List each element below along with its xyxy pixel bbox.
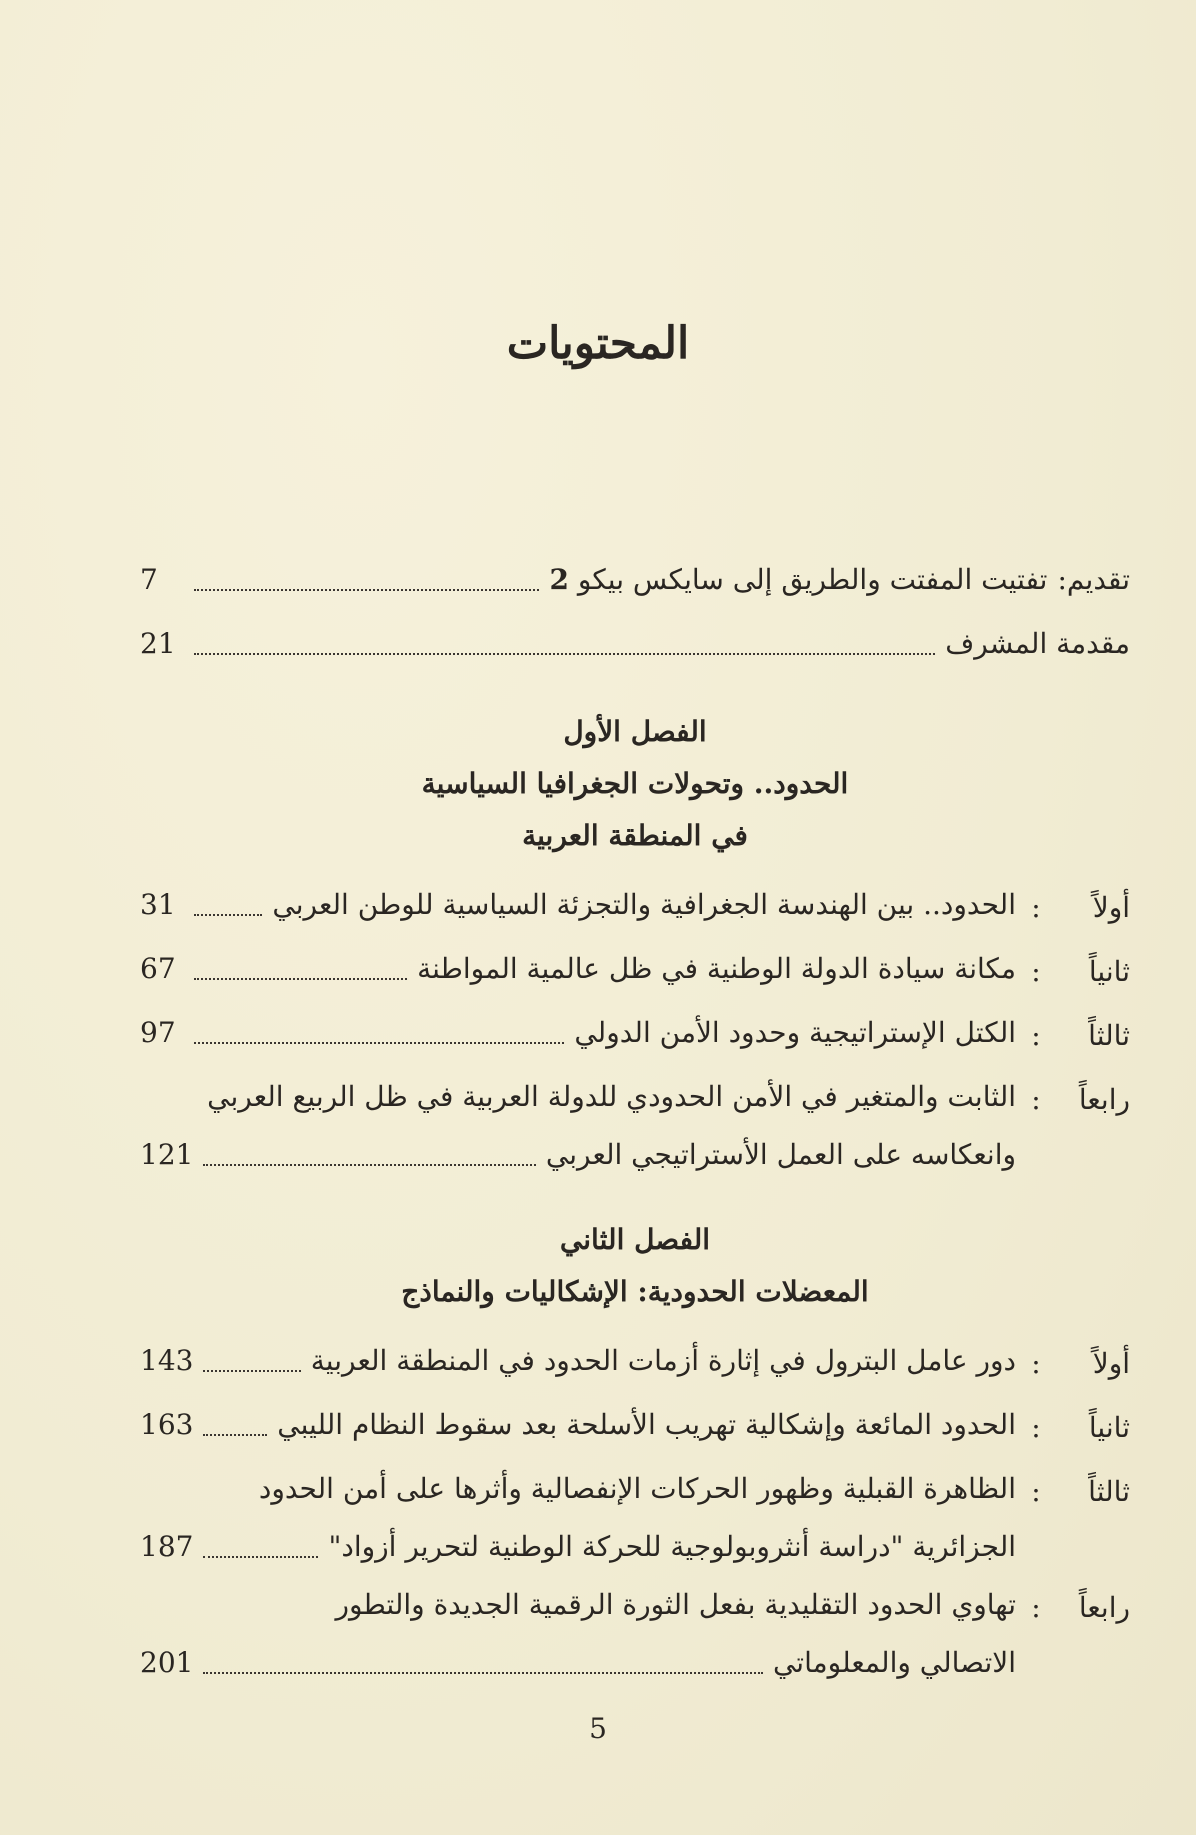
toc-entry: ثانياً : مكانة سيادة الدولة الوطنية في ظل عالمية المواطنة 67	[140, 940, 1130, 1004]
entry-ordinal: ثانياً	[1088, 1411, 1130, 1444]
page-folio-number: 5	[589, 1712, 607, 1745]
toc-entry: أولاً : الحدود.. بين الهندسة الجغرافية والتجزئة السياسية للوطن العربي 31	[140, 876, 1130, 940]
entry-title-continued: وانعكاسه على العمل الأستراتيجي العربي	[545, 1138, 1016, 1171]
entry-title: الحدود المائعة وإشكالية تهريب الأسلحة بعد سقوط النظام الليبي	[277, 1408, 1016, 1441]
leader-dots	[194, 653, 935, 655]
page-number: 21	[140, 627, 176, 660]
toc-entry-preface	[140, 548, 1130, 612]
page-number: 67	[140, 952, 176, 985]
entry-ordinal: ثالثاً	[1088, 1019, 1130, 1052]
page-number: 31	[140, 888, 176, 921]
leader-dots	[194, 914, 262, 916]
leader-dots	[194, 589, 539, 591]
entry-title: مقدمة المشرف	[945, 627, 1130, 660]
chapter-label: الفصل الثاني	[559, 1223, 711, 1256]
table-of-contents	[140, 548, 1130, 1692]
leader-dots	[194, 1042, 564, 1044]
entry-ordinal: ثانياً	[1088, 955, 1130, 988]
page-title: المحتويات	[506, 318, 690, 369]
page-number: 143	[140, 1344, 194, 1377]
entry-title-continued: الاتصالي والمعلوماتي	[772, 1646, 1016, 1679]
page-number: 121	[140, 1138, 194, 1171]
leader-dots	[203, 1672, 763, 1674]
entry-title: الثابت والمتغير في الأمن الحدودي للدولة العربية في ظل الربيع العربي	[207, 1080, 1016, 1113]
entry-title: الظاهرة القبلية وظهور الحركات الإنفصالية وأثرها على أمن الحدود	[258, 1472, 1016, 1505]
page-number: 163	[140, 1408, 194, 1441]
leader-dots	[194, 978, 407, 980]
page-number: 97	[140, 1016, 176, 1049]
entry-title: تفتيت المفتت والطريق إلى سايكس بيكو 2	[549, 563, 1048, 596]
entry-title: دور عامل البترول في إثارة أزمات الحدود في المنطقة العربية	[310, 1344, 1016, 1377]
page-number: 201	[140, 1646, 194, 1679]
toc-entry: ثالثاً : الكتل الإستراتيجية وحدود الأمن الدولي 97	[140, 1004, 1130, 1068]
entry-ordinal: أولاً	[1092, 1347, 1130, 1380]
entry-ordinal: رابعاً	[1078, 1591, 1130, 1624]
chapter-label: الفصل الأول	[563, 715, 707, 748]
chapter-title-line: الحدود.. وتحولات الجغرافيا السياسية	[421, 767, 849, 800]
page-number: 187	[140, 1530, 194, 1563]
entry-title: مكانة سيادة الدولة الوطنية في ظل عالمية المواطنة	[417, 952, 1016, 985]
leader-dots	[203, 1370, 300, 1372]
chapter-heading	[140, 1214, 1130, 1318]
chapter-title-line: المعضلات الحدودية: الإشكاليات والنماذج	[401, 1275, 869, 1308]
entry-ordinal: ثالثاً	[1088, 1475, 1130, 1508]
page-number: 7	[140, 563, 158, 596]
chapter-title-line: في المنطقة العربية	[522, 819, 748, 852]
entry-title: تهاوي الحدود التقليدية بفعل الثورة الرقمية الجديدة والتطور	[335, 1588, 1016, 1621]
toc-entry: أولاً : دور عامل البترول في إثارة أزمات الحدود في المنطقة العربية 143	[140, 1332, 1130, 1396]
leader-dots	[203, 1164, 535, 1166]
toc-entry-introduction	[140, 612, 1130, 676]
entry-title-continued: الجزائرية "دراسة أنثروبولوجية للحركة الوطنية لتحرير أزواد"	[328, 1530, 1016, 1563]
entry-title: الكتل الإستراتيجية وحدود الأمن الدولي	[574, 1016, 1016, 1049]
entry-title: الحدود.. بين الهندسة الجغرافية والتجزئة السياسية للوطن العربي	[272, 888, 1016, 921]
entry-ordinal: رابعاً	[1078, 1083, 1130, 1116]
toc-entry: رابعاً : الثابت والمتغير في الأمن الحدودي للدولة العربية في ظل الربيع العربي وانعكاسه على العمل الأستراتيجي العربي 121	[140, 1068, 1130, 1184]
entry-prefix: تقديم:	[1057, 563, 1130, 596]
leader-dots	[203, 1556, 318, 1558]
chapter-heading	[140, 706, 1130, 862]
toc-entry: ثالثاً : الظاهرة القبلية وظهور الحركات الإنفصالية وأثرها على أمن الحدود الجزائرية "دراسة أنثروبولوجية للحركة الوطنية لتحرير أزواد" 187	[140, 1460, 1130, 1576]
leader-dots	[203, 1434, 267, 1436]
toc-entry: رابعاً : تهاوي الحدود التقليدية بفعل الثورة الرقمية الجديدة والتطور الاتصالي والمعلوماتي 201	[140, 1576, 1130, 1692]
entry-ordinal: أولاً	[1092, 891, 1130, 924]
toc-entry: ثانياً : الحدود المائعة وإشكالية تهريب الأسلحة بعد سقوط النظام الليبي 163	[140, 1396, 1130, 1460]
